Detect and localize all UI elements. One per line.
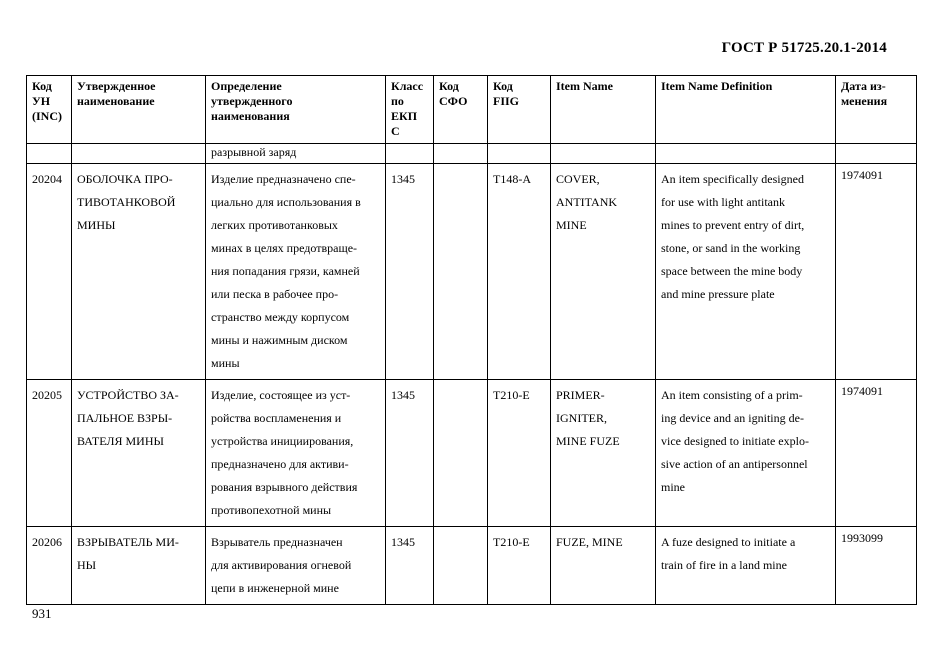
cell-sfo <box>434 164 488 380</box>
cell-item-definition-line: An item specifically designed <box>661 172 804 186</box>
cell-item-definition-line: mine <box>661 480 685 494</box>
cell-sfo <box>434 144 488 164</box>
cell-definition-line: ройства воспламенения и <box>211 411 342 425</box>
cell-item-name-line: FUZE, MINE <box>556 535 623 549</box>
cell-item-name <box>551 527 656 605</box>
cell-item-name-line: IGNITER, <box>556 411 607 425</box>
cell-item-definition-line: space between the mine body <box>661 264 803 278</box>
cell-item-name <box>551 144 656 164</box>
cell-item-definition <box>656 144 836 164</box>
cell-item-definition-line: A fuze designed to initiate a <box>661 535 796 549</box>
cell-date <box>836 164 917 380</box>
column-header-line: FIIG <box>493 94 520 108</box>
cell-item-name-line: COVER, <box>556 172 600 186</box>
cell-item-definition <box>656 380 836 527</box>
column-header-line: С <box>391 124 400 138</box>
cell-item-definition-line: vice designed to initiate explo- <box>661 434 809 448</box>
column-header-item-name <box>551 76 656 144</box>
cell-name-line: ВАТЕЛЯ МИНЫ <box>77 434 164 448</box>
cell-class: 1345 <box>386 380 434 527</box>
cell-item-definition-line: ing device and an igniting de- <box>661 411 804 425</box>
cell-name-line: УСТРОЙСТВО ЗА- <box>77 388 179 402</box>
cell-class <box>386 144 434 164</box>
cell-definition-line: Изделие предназначено спе- <box>211 172 356 186</box>
cell-inc: 20204 <box>27 164 72 380</box>
column-header-line: СФО <box>439 94 468 108</box>
cell-definition-line: циально для использования в <box>211 195 361 209</box>
cell-definition-line: легких противотанковых <box>211 218 338 232</box>
cell-class: 1345 <box>386 527 434 605</box>
cell-name-line: НЫ <box>77 558 97 572</box>
page-number: 931 <box>32 606 52 621</box>
cell-item-definition-line: sive action of an antipersonnel <box>661 457 808 471</box>
cell-name-line: ПАЛЬНОЕ ВЗРЫ- <box>77 411 173 425</box>
cell-definition <box>206 527 386 605</box>
column-header-line: Код <box>493 79 513 93</box>
cell-item-definition-line: train of fire in a land mine <box>661 558 787 572</box>
cell-definition-line: ния попадания грязи, камней <box>211 264 360 278</box>
column-header-line: наименование <box>77 94 155 108</box>
cell-name-line: ТИВОТАНКОВОЙ <box>77 195 176 209</box>
cell-definition <box>206 164 386 380</box>
cell-fiig <box>488 144 551 164</box>
column-header-line: УН <box>32 94 51 108</box>
cell-name <box>72 144 206 164</box>
cell-name-line: МИНЫ <box>77 218 116 232</box>
cell-name <box>72 527 206 605</box>
cell-fiig: T210-E <box>488 380 551 527</box>
cell-fiig: T210-E <box>488 527 551 605</box>
cell-item-name-line: MINE FUZE <box>556 434 620 448</box>
table-row <box>27 380 917 527</box>
cell-item-name <box>551 164 656 380</box>
column-header-approved-name <box>72 76 206 144</box>
cell-sfo <box>434 380 488 527</box>
column-header-sfo <box>434 76 488 144</box>
cell-date <box>836 144 917 164</box>
cell-item-name-line: MINE <box>556 218 587 232</box>
continuation-row <box>27 144 917 164</box>
cell-definition-line: или песка в рабочее про- <box>211 287 339 301</box>
cell-name-line: ВЗРЫВАТЕЛЬ МИ- <box>77 535 179 549</box>
cell-definition-line: предназначено для активи- <box>211 457 349 471</box>
document-id: ГОСТ Р 51725.20.1-2014 <box>721 40 887 56</box>
cell-item-definition <box>656 527 836 605</box>
cell-definition-line: устройства инициирования, <box>211 434 354 448</box>
table-header-row <box>27 76 917 144</box>
cell-item-definition-line: An item consisting of a prim- <box>661 388 803 402</box>
column-header-line: Утвержденное <box>77 79 156 93</box>
cell-name-line: ОБОЛОЧКА ПРО- <box>77 172 173 186</box>
cell-item-definition-line: stone, or sand in the working <box>661 241 801 255</box>
cell-item-name-line: PRIMER- <box>556 388 605 402</box>
cell-definition-line: мины и нажимным диском <box>211 333 348 347</box>
cell-date <box>836 527 917 605</box>
column-header-line: ЕКП <box>391 109 418 123</box>
cell-item-name <box>551 380 656 527</box>
column-header-fiig <box>488 76 551 144</box>
cell-date <box>836 380 917 527</box>
column-header-line: по <box>391 94 404 108</box>
cell-definition-line: цепи в инженерной мине <box>211 581 339 595</box>
cell-definition-line: противопехотной мины <box>211 503 332 517</box>
column-header-line: Дата из- <box>841 79 886 93</box>
change-date: 1974091 <box>841 168 883 182</box>
column-header-line: Код <box>32 79 52 93</box>
change-date: 1993099 <box>841 531 883 545</box>
cell-definition: разрывной заряд <box>206 144 386 164</box>
column-header-inc <box>27 76 72 144</box>
cell-inc: 20206 <box>27 527 72 605</box>
column-header-class <box>386 76 434 144</box>
cell-definition-line: мины <box>211 356 240 370</box>
table-row <box>27 527 917 605</box>
cell-name <box>72 380 206 527</box>
column-header-definition <box>206 76 386 144</box>
change-date: 1974091 <box>841 384 883 398</box>
cell-definition-line: для активирования огневой <box>211 558 352 572</box>
cell-inc <box>27 144 72 164</box>
cell-class: 1345 <box>386 164 434 380</box>
column-header-line: Определение <box>211 79 282 93</box>
column-header-line: утвержденного <box>211 94 293 108</box>
column-header-item-name-definition <box>656 76 836 144</box>
cell-definition-line: Изделие, состоящее из уст- <box>211 388 351 402</box>
table-row <box>27 164 917 380</box>
cell-sfo <box>434 527 488 605</box>
column-header-line: менения <box>841 94 888 108</box>
cell-definition-line: Взрыватель предназначен <box>211 535 343 549</box>
column-header-line: наименования <box>211 109 290 123</box>
column-header-line: Item Name Definition <box>661 79 773 93</box>
column-header-change-date <box>836 76 917 144</box>
cell-name <box>72 164 206 380</box>
column-header-line: Класс <box>391 79 424 93</box>
cell-item-definition-line: mines to prevent entry of dirt, <box>661 218 805 232</box>
cell-item-definition-line: and mine pressure plate <box>661 287 775 301</box>
nomenclature-table <box>26 75 917 605</box>
cell-item-name-line: ANTITANK <box>556 195 618 209</box>
column-header-line: Код <box>439 79 459 93</box>
cell-definition-line: минах в целях предотвраще- <box>211 241 358 255</box>
cell-fiig: T148-A <box>488 164 551 380</box>
cell-item-definition <box>656 164 836 380</box>
cell-definition <box>206 380 386 527</box>
cell-definition-line: странство между корпусом <box>211 310 350 324</box>
cell-definition-line: рования взрывного действия <box>211 480 358 494</box>
column-header-line: Item Name <box>556 79 613 93</box>
column-header-line: (INC) <box>32 109 62 123</box>
cell-inc: 20205 <box>27 380 72 527</box>
cell-item-definition-line: for use with light antitank <box>661 195 785 209</box>
